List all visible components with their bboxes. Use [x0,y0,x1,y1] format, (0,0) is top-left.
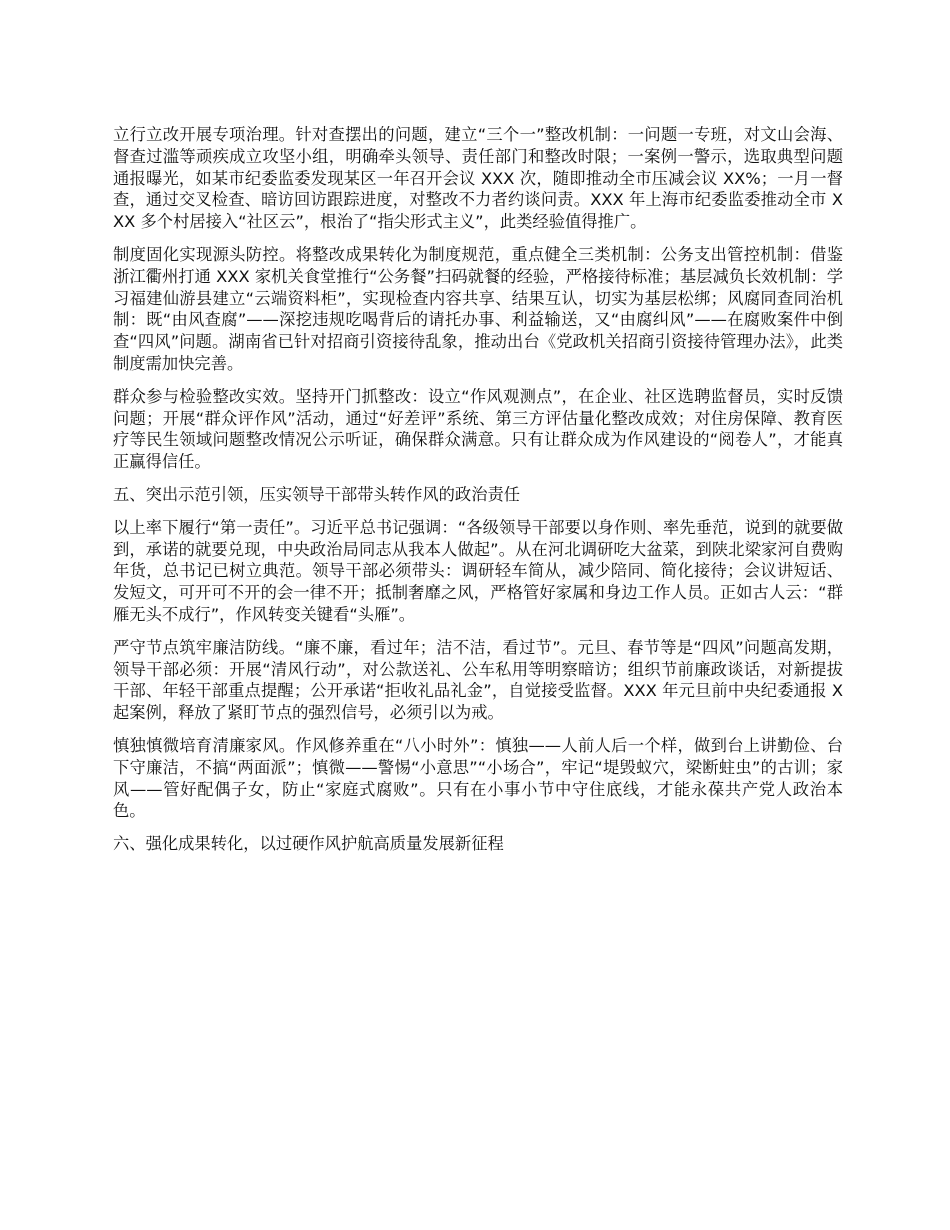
paragraph-public-participation: 群众参与检验整改实效。坚持开门抓整改：设立“作风观测点”，在企业、社区选聘监督员，实时反馈问题；开展“群众评作风”活动，通过“好差评”系统、第三方评估量化整改成效；对住房保障、教育医疗等民生领域问题整改情况公示听证，确保群众满意。只有让群众成为作风建设的“阅卷人”，才能真正赢得信任。 [113,386,843,472]
document-page [113,124,843,866]
section-heading-6: 六、强化成果转化，以过硬作风护航高质量发展新征程 [113,834,504,854]
paragraph-leadership: 以上率下履行“第一责任”。习近平总书记强调：“各级领导干部要以身作则、率先垂范，说到的就要做到，承诺的就要兑现，中央政治局同志从我本人做起”。从在河北调研吃大盆菜，到陕北梁家河自费购年货，总书记已树立典范。领导干部必须带头：调研轻车简从，减少陪同、简化接待；会议讲短话、发短文，可开可不开的会一律不开；抵制奢靡之风，严格管好家属和身边工作人员。正如古人云：“群雁无头不成行”，作风转变关键看“头雁”。 [113,517,843,624]
paragraph-rectification: 立行立改开展专项治理。针对查摆出的问题，建立“三个一”整改机制：一问题一专班，对文山会海、督查过滥等顽疾成立攻坚小组，明确牵头领导、责任部门和整改时限；一案例一警示，选取典型问题通报曝光，如某市纪委监委发现某区一年召开会议 XXX 次，随即推动全市压减会议 XX%；一月一督查，通过交叉检查、暗访回访跟踪进度，对整改不力者约谈问责。XXX 年上海市纪委监委推动全市 XXX 多个村居接入“社区云”，根治了“指尖形式主义”，此类经验值得推广。 [113,125,843,232]
section-heading-5: 五、突出示范引领，压实领导干部带头转作风的政治责任 [113,484,521,504]
paragraph-family-style: 慎独慎微培育清廉家风。作风修养重在“八小时外”：慎独——人前人后一个样，做到台上讲勤俭、台下守廉洁，不搞“两面派”；慎微——警惕“小意思”“小场合”，牢记“堤毁蚁穴，梁断蛀虫”的古训；家风——管好配偶子女，防止“家庭式腐败”。只有在小事小节中守住底线，才能永葆共产党人政治本色。 [113,735,843,821]
paragraph-holiday-integrity: 严守节点筑牢廉洁防线。“廉不廉，看过年；洁不洁，看过节”。元旦、春节等是“四风”问题高发期，领导干部必须：开展“清风行动”，对公款送礼、公车私用等明察暗访；组织节前廉政谈话，对新提拔干部、年轻干部重点提醒；公开承诺“拒收礼品礼金”，自觉接受监督。XXX 年元旦前中央纪委通报 X 起案例，释放了紧盯节点的强烈信号，必须引以为戒。 [113,637,843,723]
paragraph-institution: 制度固化实现源头防控。将整改成果转化为制度规范，重点健全三类机制：公务支出管控机制：借鉴浙江衢州打通 XXX 家机关食堂推行“公务餐”扫码就餐的经验，严格接待标准；基层减负长效机制：学习福建仙游县建立“云端资料柜”，实现检查内容共享、结果互认，切实为基层松绑；风腐同查同治机制：既“由风查腐”——深挖违规吃喝背后的请托办事、利益输送，又“由腐纠风”——在腐败案件中倒查“四风”问题。湖南省已针对招商引资接待乱象，推动出台《党政机关招商引资接待管理办法》，此类制度需加快完善。 [113,244,843,373]
